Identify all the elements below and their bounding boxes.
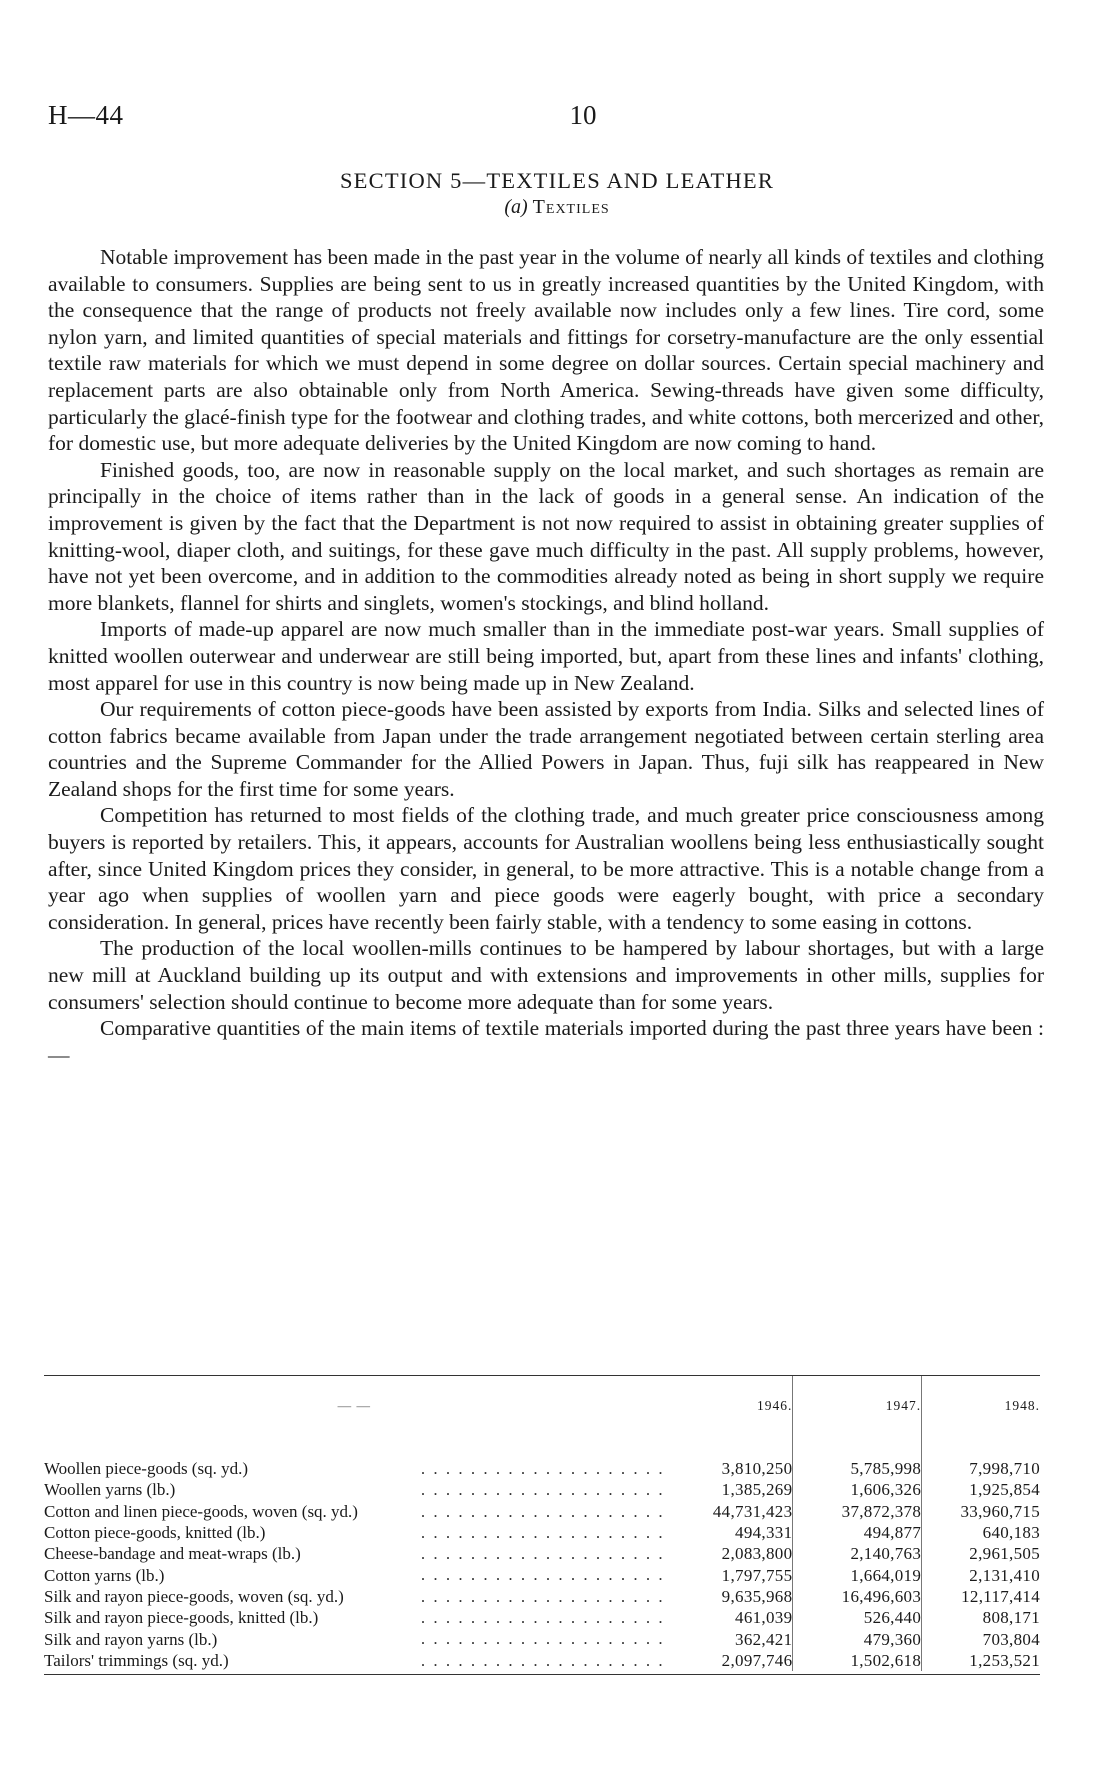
item-label: Cotton piece-goods, knitted (lb.) <box>44 1523 271 1542</box>
document-code: H—44 <box>48 100 124 130</box>
table-row <box>44 1607 1040 1628</box>
value-1948: 808,171 <box>982 1608 1040 1628</box>
item-label: Woollen yarns (lb.) <box>44 1480 181 1499</box>
item-label: Cotton yarns (lb.) <box>44 1566 170 1585</box>
item-label: Woollen piece-goods (sq. yd.) <box>44 1459 254 1478</box>
item-label: Silk and rayon yarns (lb.) <box>44 1630 223 1649</box>
subsection-marker: (a) <box>504 196 528 218</box>
value-1948: 2,131,410 <box>969 1565 1040 1585</box>
table-header-row <box>44 1376 1040 1436</box>
table-row <box>44 1628 1040 1649</box>
table-row <box>44 1543 1040 1564</box>
year-1946-header: 1946. <box>665 1376 793 1436</box>
item-column-header: — — <box>337 1398 371 1413</box>
page-number: 10 <box>569 100 597 130</box>
section-title: SECTION 5—TEXTILES AND LEATHER <box>339 168 775 193</box>
item-cell <box>44 1607 665 1628</box>
item-cell <box>44 1522 665 1543</box>
value-1947: 16,496,603 <box>793 1586 922 1607</box>
value-1946: 1,797,755 <box>665 1564 793 1585</box>
dot-leaders: . . . . . . . . . . . . . . . . . . . . <box>420 1480 665 1500</box>
value-1946: 494,331 <box>665 1522 793 1543</box>
imports-table <box>44 1376 1040 1671</box>
paragraph: Finished goods, too, are now in reasonable supply on the local market, and such shortages as remain are principally in the choice of items rather than in the lack of goods in a general sense. An indication of the improvement is given by the fact that the Department is not now required to assist in obtaining greater supplies of knitting-wool, diaper cloth, and suitings, for these gave much difficulty in the past. All supply problems, however, have not yet been overcome, and in addition to the commodities already noted as being in short supply we require more blankets, flannel for shirts and singlets, women's stockings, and blind holland. <box>48 457 1044 615</box>
table-spacer-row <box>44 1436 1040 1458</box>
paragraph: Our requirements of cotton piece-goods have been assisted by exports from India. Silks and selected lines of cotton fabrics became available from Japan under the trade arrangement negotiated between certain sterling area countries and the Supreme Commander for the Allied Powers in Japan. Thus, fuji silk has reappeared in New Zealand shops for the first time for some years. <box>48 697 1044 801</box>
value-1948: 33,960,715 <box>960 1501 1040 1521</box>
value-1947: 1,606,326 <box>793 1479 922 1500</box>
dot-leaders: . . . . . . . . . . . . . . . . . . . . <box>420 1544 665 1564</box>
value-1947: 2,140,763 <box>793 1543 922 1564</box>
table-row <box>44 1479 1040 1500</box>
item-cell <box>44 1479 665 1500</box>
value-1948: 12,117,414 <box>961 1586 1040 1606</box>
table-body <box>44 1458 1040 1671</box>
item-cell <box>44 1586 665 1607</box>
dot-leaders: . . . . . . . . . . . . . . . . . . . . <box>420 1501 665 1521</box>
value-1946: 2,083,800 <box>665 1543 793 1564</box>
dot-leaders: . . . . . . . . . . . . . . . . . . . . <box>420 1459 665 1478</box>
value-1946: 3,810,250 <box>665 1458 793 1479</box>
subsection-name: Textiles <box>532 196 610 218</box>
year-1947-header: 1947. <box>793 1376 922 1436</box>
value-1947: 1,664,019 <box>793 1564 922 1585</box>
item-label: Cotton and linen piece-goods, woven (sq. yd.) <box>44 1502 364 1521</box>
table-row <box>44 1458 1040 1479</box>
value-1948: 2,961,505 <box>969 1544 1040 1564</box>
dot-leaders: . . . . . . . . . . . . . . . . . . . . <box>420 1629 665 1649</box>
value-1947: 479,360 <box>793 1628 922 1649</box>
value-1946: 9,635,968 <box>665 1586 793 1607</box>
paragraph: Notable improvement has been made in the past year in the volume of nearly all kinds of textiles and clothing available to consumers. Supplies are being sent to us in greatly increased quantities by the United Kingdom, with the consequence that the range of products not freely available now includes only a few lines. Tire cord, some nylon yarn, and limited quantities of special materials and fittings for corsetry-manufacture are the only essential textile raw materials for which we must depend in some degree on dollar sources. Certain special machinery and replacement parts are also obtainable only from North America. Sewing-threads have given some difficulty, particularly the glacé-finish type for the footwear and clothing trades, and white cottons, both mercerized and other, for domestic use, but more adequate deliveries by the United Kingdom are now coming to hand. <box>48 245 1044 456</box>
table-bottom-rule <box>44 1674 1040 1675</box>
running-header <box>48 100 1048 140</box>
value-1946: 44,731,423 <box>665 1501 793 1522</box>
value-1947: 1,502,618 <box>793 1650 922 1671</box>
imports-table-container <box>44 1375 1040 1675</box>
item-label: Silk and rayon piece-goods, woven (sq. yd.) <box>44 1587 350 1606</box>
subsection-title <box>0 196 1114 219</box>
table-row <box>44 1522 1040 1543</box>
table-row <box>44 1586 1040 1607</box>
year-1948-header: 1948. <box>1004 1398 1040 1413</box>
paragraph: Comparative quantities of the main items of textile materials imported during the past three years have been :— <box>48 1016 1044 1067</box>
dot-leaders: . . . . . . . . . . . . . . . . . . . . <box>420 1586 665 1606</box>
value-1948: 1,253,521 <box>969 1650 1040 1670</box>
body-text <box>48 244 1044 1068</box>
value-1947: 5,785,998 <box>793 1458 922 1479</box>
paragraph: Competition has returned to most fields of the clothing trade, and much greater price consciousness among buyers is reported by retailers. This, it appears, accounts for Australian woollens being less enthusiastically sought after, since United Kingdom prices they consider, in general, to be more attractive. This is a notable change from a year ago when supplies of woollen yarn and piece goods were eagerly bought, with price a secondary consideration. In general, prices have recently been fairly stable, with a tendency to some easing in cottons. <box>48 803 1044 934</box>
value-1947: 526,440 <box>793 1607 922 1628</box>
item-label: Cheese-bandage and meat-wraps (lb.) <box>44 1544 307 1563</box>
item-cell <box>44 1501 665 1522</box>
dot-leaders: . . . . . . . . . . . . . . . . . . . . <box>420 1522 665 1542</box>
dot-leaders: . . . . . . . . . . . . . . . . . . . . <box>420 1565 665 1585</box>
value-1948: 640,183 <box>982 1523 1040 1543</box>
item-cell <box>44 1564 665 1585</box>
item-cell <box>44 1650 665 1671</box>
value-1946: 1,385,269 <box>665 1479 793 1500</box>
value-1948: 1,925,854 <box>969 1480 1040 1500</box>
paragraph: The production of the local woollen-mills continues to be hampered by labour shortages, but with a large new mill at Auckland building up its output and with extensions and improvements in other mills, supplies for consumers' selection should continue to become more adequate than for some years. <box>48 936 1044 1014</box>
value-1948: 703,804 <box>982 1629 1040 1649</box>
paragraph: Imports of made-up apparel are now much smaller than in the immediate post-war years. Small supplies of knitted woollen outerwear and underwear are still being imported, but, apart from these lines and infants' clothing, most apparel for use in this country is now being made up in New Zealand. <box>48 617 1044 695</box>
item-cell <box>44 1543 665 1564</box>
table-row <box>44 1501 1040 1522</box>
value-1947: 494,877 <box>793 1522 922 1543</box>
value-1947: 37,872,378 <box>793 1501 922 1522</box>
value-1948: 7,998,710 <box>969 1459 1040 1479</box>
item-label: Tailors' trimmings (sq. yd.) <box>44 1651 235 1670</box>
dot-leaders: . . . . . . . . . . . . . . . . . . . . <box>420 1650 665 1670</box>
table-row <box>44 1564 1040 1585</box>
value-1946: 362,421 <box>665 1628 793 1649</box>
value-1946: 461,039 <box>665 1607 793 1628</box>
value-1946: 2,097,746 <box>665 1650 793 1671</box>
item-label: Silk and rayon piece-goods, knitted (lb.) <box>44 1608 324 1627</box>
table-row <box>44 1650 1040 1671</box>
dot-leaders: . . . . . . . . . . . . . . . . . . . . <box>420 1608 665 1628</box>
item-cell <box>44 1458 665 1479</box>
item-cell <box>44 1628 665 1649</box>
